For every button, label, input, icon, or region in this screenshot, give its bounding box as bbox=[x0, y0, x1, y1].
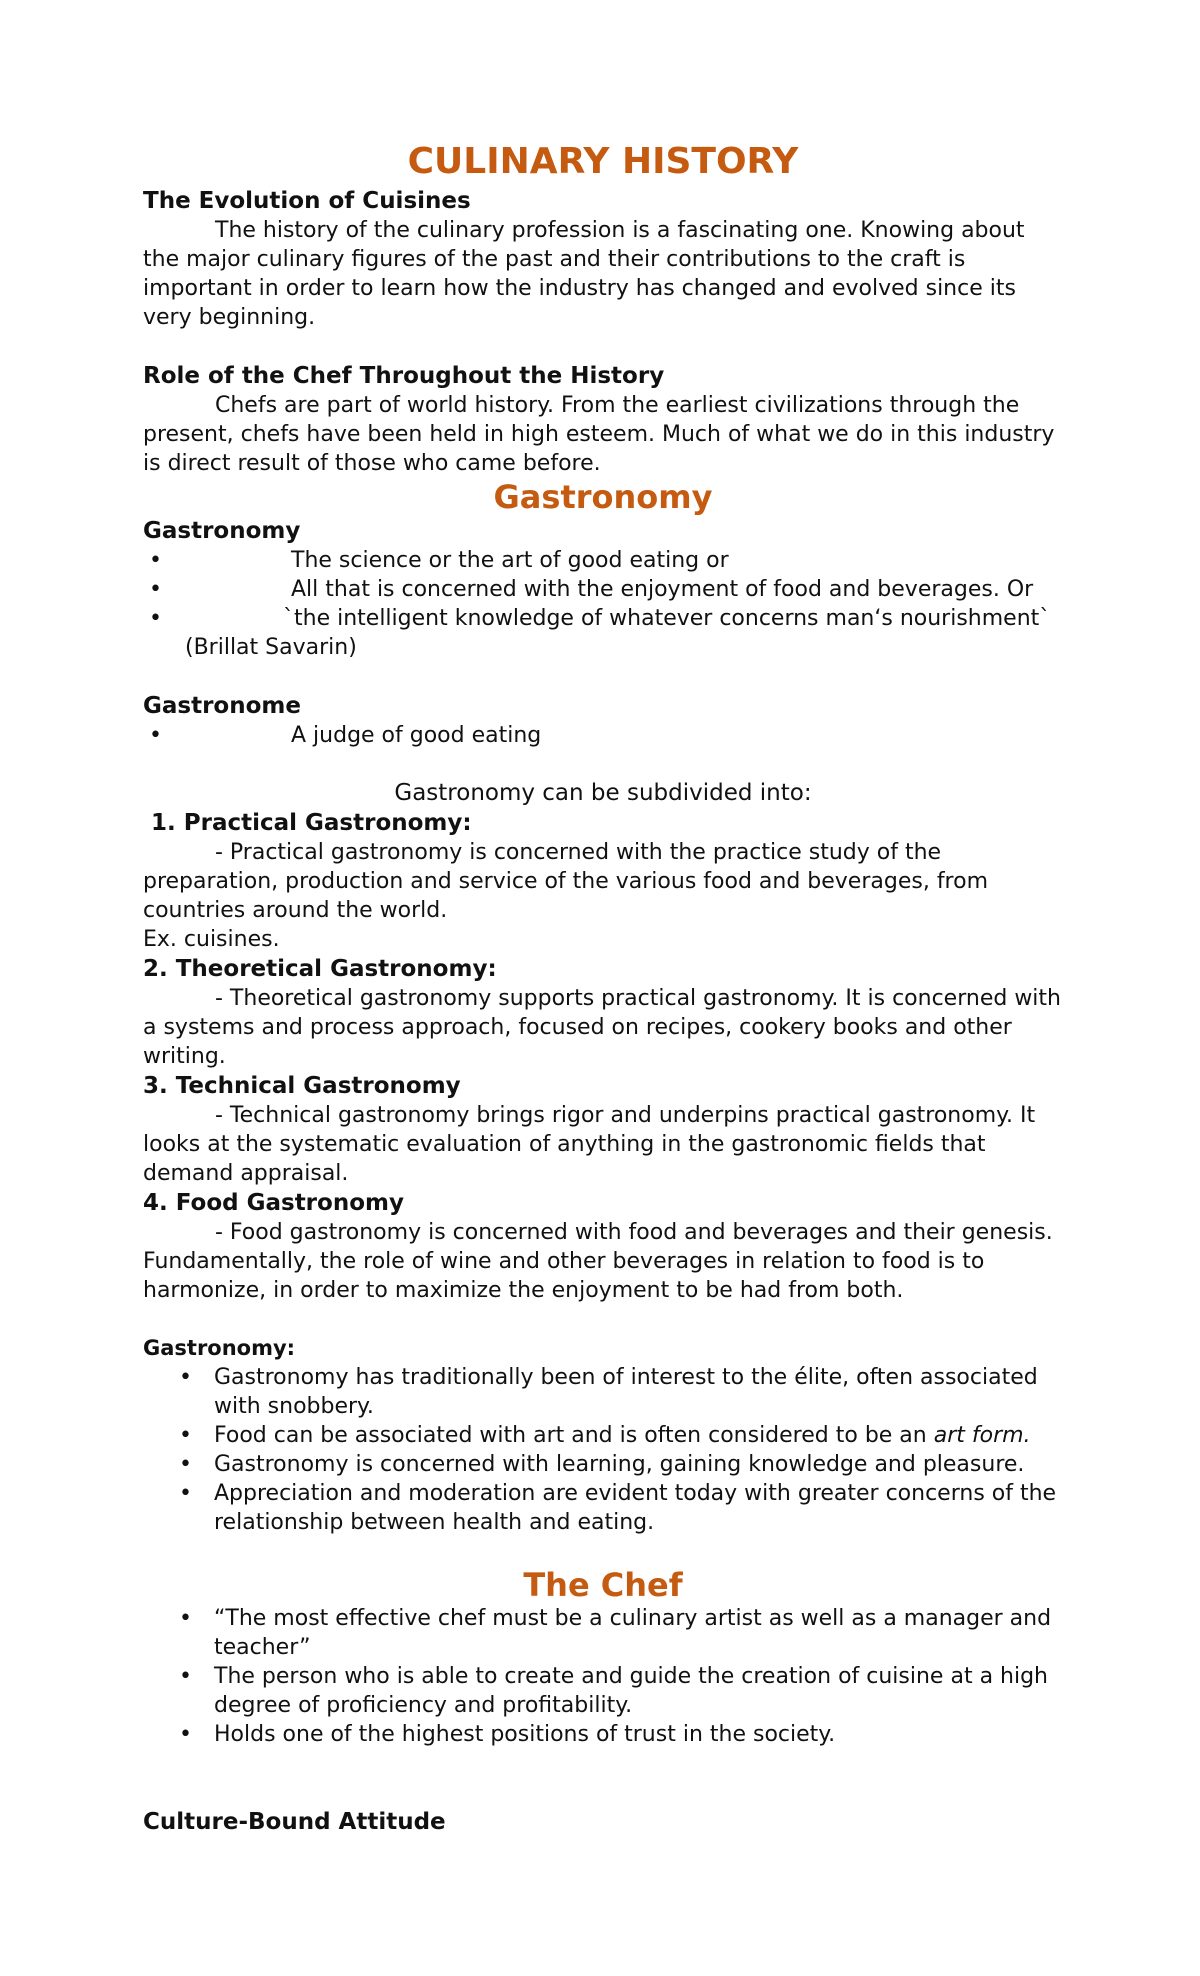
bullet-icon: • bbox=[179, 1452, 192, 1477]
subdivision-heading-practical: 1. Practical Gastronomy: bbox=[143, 810, 472, 836]
list-item bbox=[143, 575, 1063, 604]
subdivided-intro: Gastronomy can be subdivided into: bbox=[394, 780, 812, 806]
document-title: CULINARY HISTORY bbox=[407, 141, 799, 182]
list-item bbox=[143, 721, 1063, 750]
bullet-icon: • bbox=[149, 577, 162, 602]
point-text: Food can be associated with art and is often considered to be an bbox=[214, 1423, 934, 1448]
bullet-icon: • bbox=[179, 1606, 192, 1631]
gastronomy-points-heading: Gastronomy: bbox=[143, 1336, 296, 1360]
point-text: Gastronomy is concerned with learning, gaining knowledge and pleasure. bbox=[214, 1452, 1025, 1477]
point-emphasis: art form. bbox=[933, 1423, 1031, 1448]
chef-section-title: The Chef bbox=[523, 1566, 683, 1604]
evolution-paragraph: The history of the culinary profession is a fascinating one. Knowing about the major culinary figures of the past and their contributions to the craft is important in order to learn how the industry has changed and evolved since its very beginning. bbox=[143, 218, 1025, 330]
bullet-icon: • bbox=[149, 606, 162, 631]
gastronome-heading: Gastronome bbox=[143, 693, 301, 719]
point-text: Gastronomy has traditionally been of interest to the élite, often associated with snobbery. bbox=[214, 1365, 1038, 1419]
gastronomy-section-title: Gastronomy bbox=[493, 478, 713, 516]
gastronomy-points-list bbox=[143, 1363, 1063, 1537]
list-item bbox=[143, 546, 1063, 575]
point-text: The person who is able to create and guide the creation of cuisine at a high degree of proficiency and profitability. bbox=[214, 1664, 1049, 1718]
evolution-heading: The Evolution of Cuisines bbox=[143, 188, 471, 214]
role-paragraph: Chefs are part of world history. From the earliest civilizations through the present, chefs have been held in high esteem. Much of what we do in this industry is direct result of those who came before. bbox=[143, 393, 1055, 476]
list-item bbox=[143, 604, 1063, 633]
spacer bbox=[143, 1749, 1063, 1807]
bullet-icon: • bbox=[149, 548, 162, 573]
bullet-icon: • bbox=[179, 1664, 192, 1689]
list-item bbox=[143, 1479, 1063, 1537]
culture-heading: Culture-Bound Attitude bbox=[143, 1809, 446, 1835]
spacer bbox=[143, 662, 1063, 691]
role-heading: Role of the Chef Throughout the History bbox=[143, 363, 665, 389]
list-item bbox=[143, 1450, 1063, 1479]
bullet-icon: • bbox=[179, 1365, 192, 1390]
bullet-icon: • bbox=[179, 1722, 192, 1747]
list-item bbox=[143, 1662, 1063, 1720]
gastronome-definition-list bbox=[143, 721, 1063, 750]
gastronomy-definition-list bbox=[143, 546, 1063, 633]
subdivision-text-theoretical: - Theoretical gastronomy supports practical gastronomy. It is concerned with a systems and process approach, focused on recipes, cookery books and other writing. bbox=[143, 986, 1061, 1069]
subdivision-heading-technical: 3. Technical Gastronomy bbox=[143, 1073, 461, 1099]
subdivision-heading-food: 4. Food Gastronomy bbox=[143, 1190, 404, 1216]
list-item bbox=[143, 1604, 1063, 1662]
definition-text: A judge of good eating bbox=[291, 723, 542, 748]
subdivision-text-practical: - Practical gastronomy is concerned with the practice study of the preparation, production and service of the various food and beverages, from countries around the world. bbox=[143, 840, 989, 923]
list-item bbox=[143, 1421, 1063, 1450]
point-text: “The most effective chef must be a culinary artist as well as a manager and teacher” bbox=[214, 1606, 1052, 1660]
subdivision-text-technical: - Technical gastronomy brings rigor and underpins practical gastronomy. It looks at the systematic evaluation of anything in the gastronomic fields that demand appraisal. bbox=[143, 1103, 1036, 1186]
subdivision-text-food: - Food gastronomy is concerned with food and beverages and their genesis. Fundamentally, the role of wine and other beverages in relation to food is to harmonize, in order to maximize the enjoyment to be had from both. bbox=[143, 1220, 1053, 1303]
list-item bbox=[143, 1363, 1063, 1421]
list-item bbox=[143, 1720, 1063, 1749]
subdivision-heading-theoretical: 2. Theoretical Gastronomy: bbox=[143, 956, 497, 982]
subdivision-example: Ex. cuisines. bbox=[143, 927, 280, 952]
definition-text: `the intelligent knowledge of whatever concerns man‘s nourishment` bbox=[283, 606, 1051, 631]
point-text: Holds one of the highest positions of trust in the society. bbox=[214, 1722, 836, 1747]
spacer bbox=[143, 1305, 1063, 1334]
bullet-icon: • bbox=[179, 1423, 192, 1448]
bullet-icon: • bbox=[149, 723, 162, 748]
attribution: (Brillat Savarin) bbox=[185, 635, 357, 660]
bullet-icon: • bbox=[179, 1481, 192, 1506]
spacer bbox=[143, 332, 1063, 361]
spacer bbox=[143, 1537, 1063, 1566]
point-text: Appreciation and moderation are evident today with greater concerns of the relationship between health and eating. bbox=[214, 1481, 1057, 1535]
definition-text: The science or the art of good eating or bbox=[291, 548, 729, 573]
spacer bbox=[143, 750, 1063, 779]
chef-points-list bbox=[143, 1604, 1063, 1749]
definition-text: All that is concerned with the enjoyment of food and beverages. Or bbox=[291, 577, 1034, 602]
document-content bbox=[143, 138, 1063, 1837]
gastronomy-term-heading: Gastronomy bbox=[143, 518, 301, 544]
